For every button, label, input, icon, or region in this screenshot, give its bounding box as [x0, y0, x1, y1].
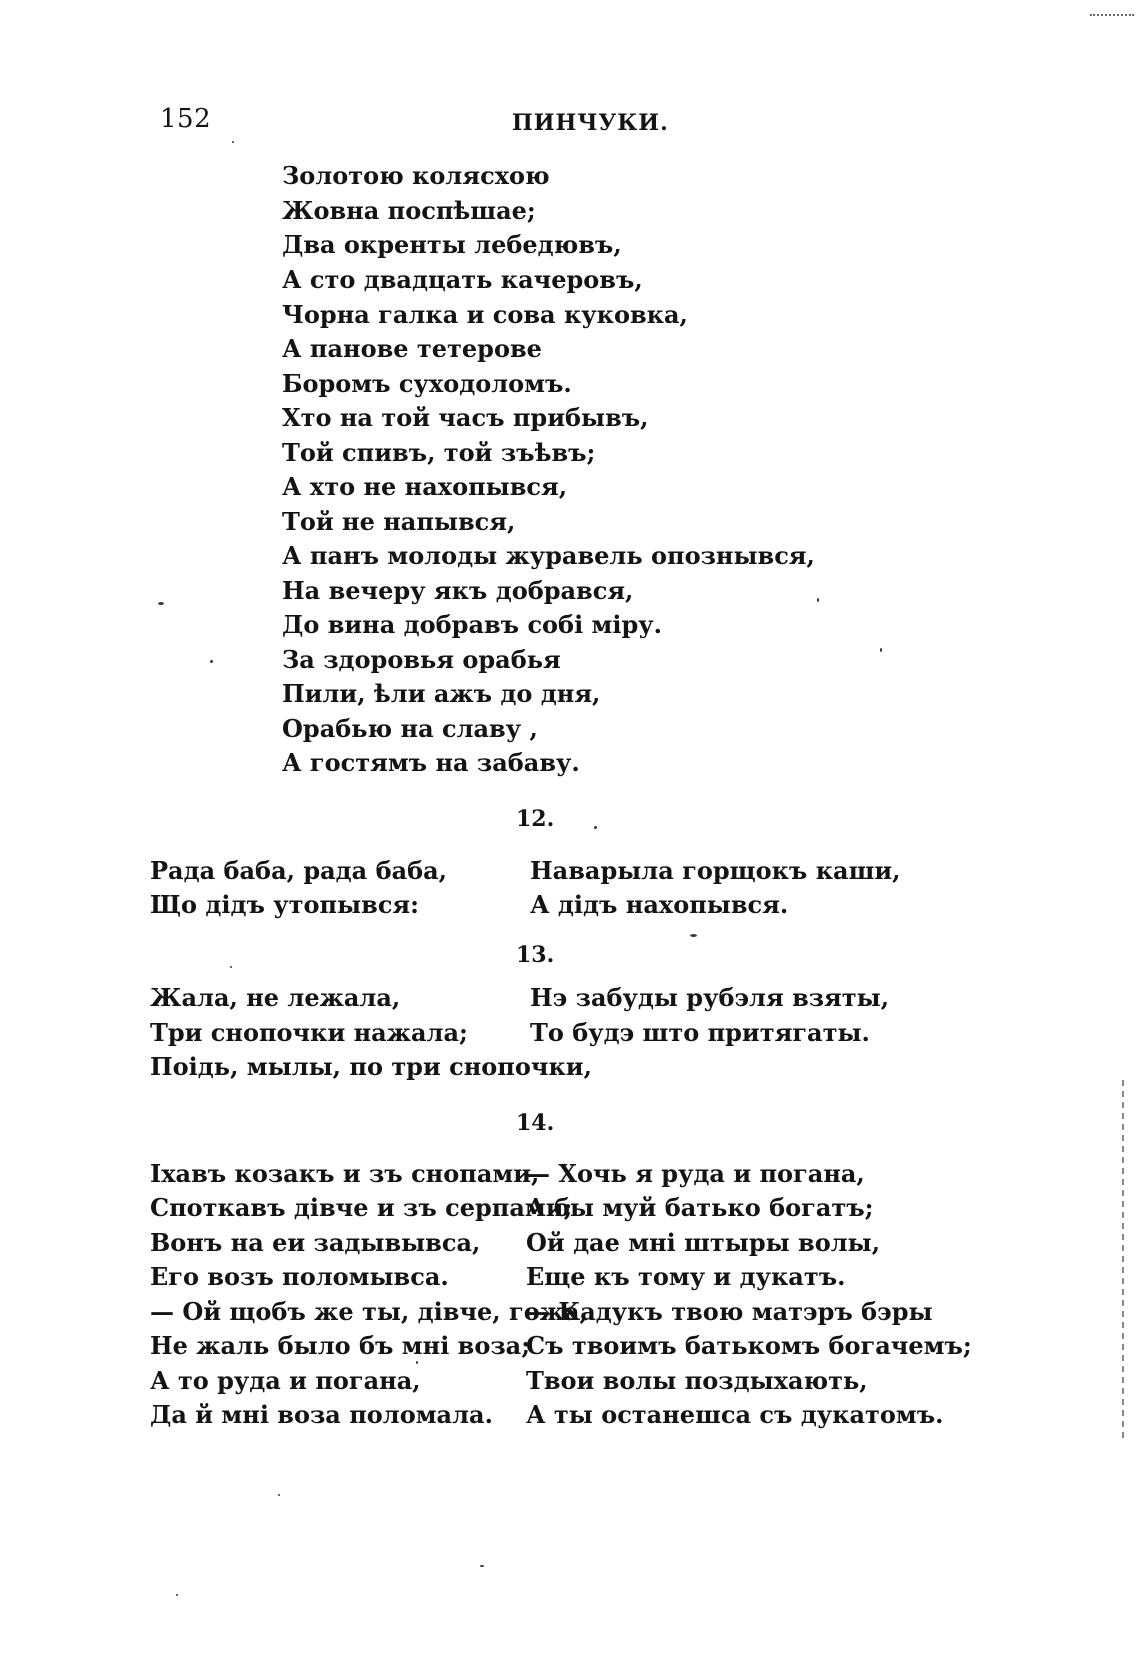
scan-speck	[594, 826, 597, 829]
poem-line-left: А то руда и погана,	[150, 1366, 421, 1395]
poem-line: А хто не нахопывся,	[282, 472, 568, 501]
scan-speck	[278, 1494, 280, 1496]
poem-line: А панове тетерове	[282, 334, 542, 363]
scan-speck	[210, 660, 213, 663]
page-number: 152	[160, 104, 212, 134]
scan-speck	[416, 1361, 418, 1364]
poem-line: Два окренты лебедювъ,	[282, 230, 622, 259]
poem-line-left: Що дідъ утопывся:	[150, 890, 420, 919]
poem-line-left: Его возъ поломывса.	[150, 1262, 449, 1291]
poem-line: Жовна поспѣшае;	[282, 196, 536, 225]
scan-speck	[690, 934, 697, 937]
poem-number: 14.	[516, 1110, 555, 1136]
scan-speck	[880, 648, 882, 652]
poem-line-left: Жала, не лежала,	[150, 983, 401, 1012]
poem-line-left: Споткавъ дівче и зъ серпами;	[150, 1193, 573, 1222]
poem-line-left: Да й мні воза поломала.	[150, 1400, 493, 1429]
poem-line-right: Нэ забуды рубэля взяты,	[530, 983, 890, 1012]
poem-line: А гостямъ на забаву.	[282, 748, 580, 777]
poem-line: На вечеру якъ добрався,	[282, 576, 634, 605]
poem-line-left: Вонъ на еи задывывса,	[150, 1228, 481, 1257]
poem-line: Боромъ суходоломъ.	[282, 369, 572, 398]
poem-line: Пили, ѣли ажъ до дня,	[282, 679, 601, 708]
scan-speck	[158, 602, 164, 605]
scan-speck	[230, 966, 232, 968]
poem-line-right: — Хочь я руда и погана,	[526, 1159, 865, 1188]
poem-line-right: Наварыла горщокъ каши,	[530, 856, 901, 885]
poem-line-left: Три снопочки нажала;	[150, 1018, 468, 1047]
poem-line: Той не напывся,	[282, 507, 516, 536]
scan-speck	[480, 1565, 484, 1567]
poem-line-left: Не жаль было бъ мні воза;	[150, 1331, 531, 1360]
poem-line-right: А ты останешса съ дукатомъ.	[526, 1400, 944, 1429]
poem-line: А панъ молоды журавель опознывся,	[282, 541, 815, 570]
poem-line-left: Рада баба, рада баба,	[150, 856, 448, 885]
poem-line: За здоровья орабья	[282, 645, 561, 674]
poem-line-left: Поідь, мылы, по три снопочки,	[150, 1052, 592, 1081]
scan-speck	[176, 1594, 178, 1596]
poem-line-right: Съ твоимъ батькомъ богачемъ;	[526, 1331, 972, 1360]
scan-speck	[817, 598, 819, 602]
poem-line: Золотою колясхою	[282, 161, 550, 190]
poem-line-right: Еще къ тому и дукатъ.	[526, 1262, 846, 1291]
poem-line-right: А дідъ нахопывся.	[530, 890, 789, 919]
running-title: ПИНЧУКИ.	[512, 110, 669, 136]
poem-line-left: — Ой щобъ же ты, дівче, гожа,	[150, 1297, 588, 1326]
poem-number: 12.	[516, 806, 555, 832]
poem-line-right: Твои волы поздыхають,	[526, 1366, 868, 1395]
poem-line: Чорна галка и сова куковка,	[282, 300, 688, 329]
poem-line: До вина добравъ собі міру.	[282, 610, 663, 639]
poem-line: Той спивъ, той зъѣвъ;	[282, 438, 596, 467]
poem-line-right: То будэ што притягаты.	[530, 1018, 870, 1047]
scan-speck	[232, 141, 234, 143]
poem-line-right: А бы муй батько богатъ;	[526, 1193, 874, 1222]
poem-line: А сто двадцать качеровъ,	[282, 265, 643, 294]
poem-number: 13.	[516, 942, 555, 968]
poem-line-left: Іхавъ козакъ и зъ снопами,	[150, 1159, 540, 1188]
poem-line-right: Ой дае мні штыры волы,	[526, 1228, 881, 1257]
poem-line: Орабью на славу ,	[282, 714, 538, 743]
scan-edge-rule	[1122, 1080, 1124, 1440]
poem-line: Хто на той часъ прибывъ,	[282, 403, 649, 432]
scan-edge-mark	[1090, 0, 1134, 16]
poem-line-right: — Кадукъ твою матэръ бэры	[526, 1297, 933, 1326]
